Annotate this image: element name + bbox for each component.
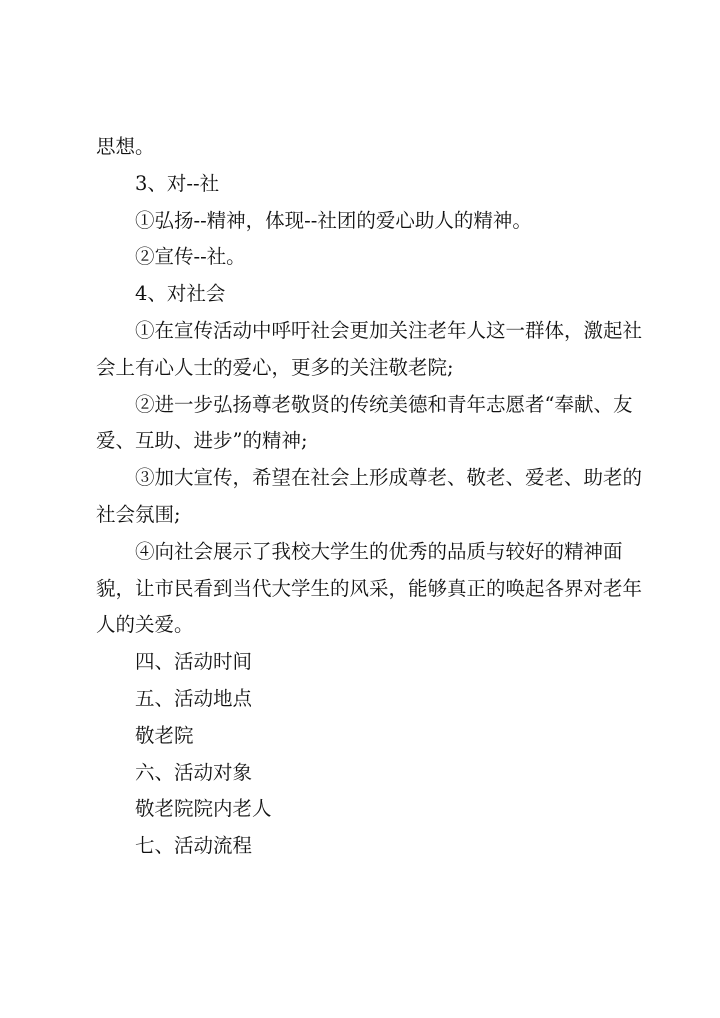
paragraph: ①在宣传活动中呼吁社会更加关注老年人这一群体，激起社会上有心人士的爱心，更多的关注敬老院; <box>96 318 643 379</box>
paragraph: 4、对社会 <box>135 282 226 306</box>
paragraph: ④向社会展示了我校大学生的优秀的品质与较好的精神面貌，让市民看到当代大学生的风采，能够真正的唤起各界对老年人的关爱。 <box>96 539 643 637</box>
paragraph: 七、活动流程 <box>135 834 253 858</box>
paragraph: 敬老院院内老人 <box>135 797 272 821</box>
paragraph: 思想。 <box>96 135 155 158</box>
paragraph: ①弘扬--精神，体现--社团的爱心助人的精神。 <box>135 208 532 232</box>
paragraph: ②进一步弘扬尊老敬贤的传统美德和青年志愿者“奉献、友爱、互助、进步”的精神; <box>96 392 633 453</box>
paragraph: 3、对--社 <box>135 171 220 195</box>
paragraph: 四、活动时间 <box>135 650 253 674</box>
paragraph: 五、活动地点 <box>135 686 253 710</box>
paragraph: ③加大宣传，希望在社会上形成尊老、敬老、爱老、助老的社会氛围; <box>96 466 643 526</box>
paragraph: 敬老院 <box>135 723 194 747</box>
document-body <box>96 129 656 865</box>
paragraph: 六、活动对象 <box>135 760 253 784</box>
paragraph: ②宣传--社。 <box>135 245 246 269</box>
